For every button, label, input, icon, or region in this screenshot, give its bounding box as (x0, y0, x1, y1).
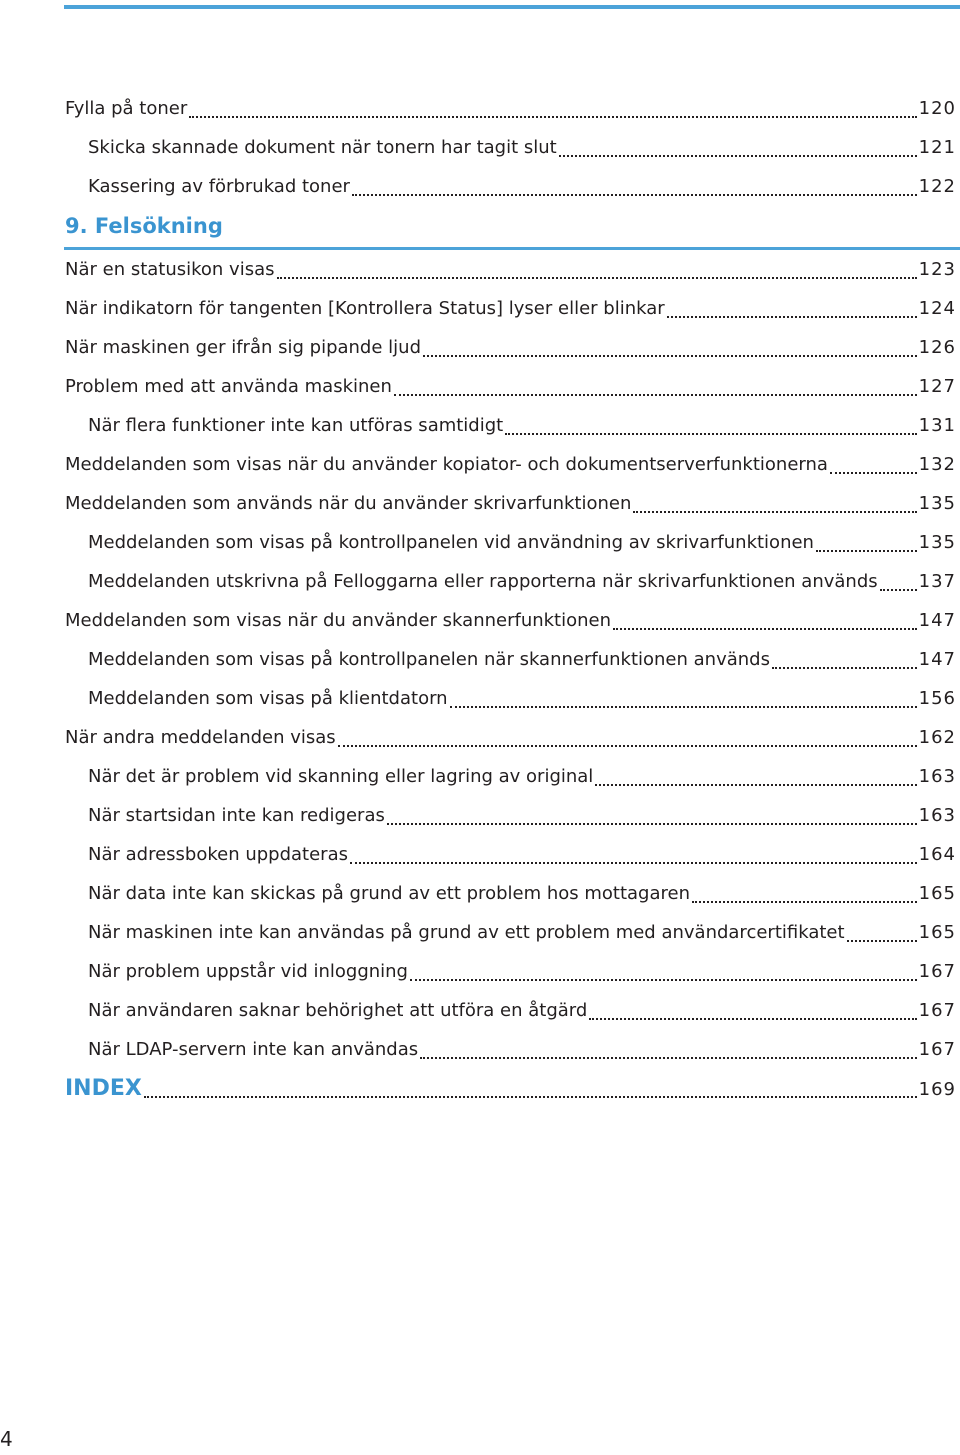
dot-leader (830, 445, 917, 484)
toc-entry[interactable] (0, 1030, 960, 1069)
toc-entry-title: Meddelanden utskrivna på Felloggarna eller rapporterna när skrivarfunktionen används (88, 571, 878, 592)
dot-leader (505, 406, 916, 445)
dot-leader (692, 874, 917, 913)
toc-entry-page: 167 (918, 961, 956, 982)
toc-entry-title: Meddelanden som visas på klientdatorn (88, 688, 448, 709)
toc-entry-page: 132 (918, 454, 956, 475)
dot-leader (613, 601, 917, 640)
toc-entry-page: 122 (918, 176, 956, 197)
toc-entry[interactable] (0, 328, 960, 367)
toc-section-after (0, 250, 960, 1069)
dot-leader (559, 128, 917, 167)
toc-entry-title: Skicka skannade dokument när tonern har tagit slut (88, 137, 557, 158)
dot-leader (589, 991, 916, 1030)
toc-entry-title: När andra meddelanden visas (65, 727, 336, 748)
toc-entry[interactable] (0, 367, 960, 406)
toc-entry-page: 164 (918, 844, 956, 865)
toc-entry[interactable] (0, 250, 960, 289)
table-of-contents (0, 89, 960, 1108)
toc-entry-index[interactable] (0, 1069, 960, 1108)
toc-entry-title: När flera funktioner inte kan utföras samtidigt (88, 415, 504, 436)
dot-leader (816, 523, 917, 562)
toc-entry[interactable] (0, 601, 960, 640)
toc-entry-title: Problem med att använda maskinen (65, 376, 392, 397)
dot-leader (189, 89, 916, 128)
toc-entry-page: 135 (918, 532, 956, 553)
toc-entry[interactable] (0, 445, 960, 484)
toc-entry-page: 162 (918, 727, 956, 748)
toc-entry-page: 163 (918, 805, 956, 826)
toc-entry-title: Meddelanden som visas på kontrollpanelen när skannerfunktionen används (88, 649, 770, 670)
toc-entry-title: När adressboken uppdateras (88, 844, 348, 865)
toc-entry[interactable] (0, 562, 960, 601)
toc-entry-title: När problem uppstår vid inloggning (88, 961, 408, 982)
toc-entry-title: När indikatorn för tangenten [Kontrollera Status] lyser eller blinkar (65, 298, 665, 319)
toc-entry[interactable] (0, 167, 960, 206)
toc-entry[interactable] (0, 679, 960, 718)
toc-entry-title: När LDAP-servern inte kan användas (88, 1039, 419, 1060)
toc-entry[interactable] (0, 89, 960, 128)
page-number: 4 (0, 1427, 13, 1451)
toc-entry-title: När en statusikon visas (65, 259, 275, 280)
toc-entry[interactable] (0, 874, 960, 913)
toc-entry-title: Meddelanden som används när du använder skrivarfunktionen (65, 493, 632, 514)
dot-leader (387, 796, 917, 835)
toc-entry-title: Meddelanden som visas när du använder kopiator- och dokumentserverfunktionerna (65, 454, 828, 475)
toc-entry-title: När användaren saknar behörighet att utföra en åtgärd (88, 1000, 588, 1021)
top-rule (64, 5, 960, 9)
dot-leader (410, 952, 917, 991)
toc-entry[interactable] (0, 913, 960, 952)
toc-entry-page: 120 (918, 98, 956, 119)
index-page: 169 (918, 1079, 956, 1100)
toc-entry-title: När startsidan inte kan redigeras (88, 805, 385, 826)
toc-entry-title: Meddelanden som visas när du använder skannerfunktionen (65, 610, 612, 631)
dot-leader (423, 328, 917, 367)
toc-entry-page: 137 (918, 571, 956, 592)
toc-section-before (0, 89, 960, 206)
toc-entry[interactable] (0, 952, 960, 991)
toc-entry-page: 165 (918, 922, 956, 943)
toc-entry-page: 147 (918, 649, 956, 670)
toc-entry[interactable] (0, 406, 960, 445)
toc-entry[interactable] (0, 757, 960, 796)
dot-leader (352, 167, 917, 206)
toc-entry-title: Kassering av förbrukad toner (88, 176, 350, 197)
toc-entry-page: 135 (918, 493, 956, 514)
dot-leader (772, 640, 917, 679)
dot-leader (595, 757, 916, 796)
dot-leader (880, 562, 917, 601)
dot-leader (847, 913, 917, 952)
toc-entry-title: När maskinen inte kan användas på grund av ett problem med användarcertifikatet (88, 922, 845, 943)
toc-entry-page: 131 (918, 415, 956, 436)
toc-entry[interactable] (0, 718, 960, 757)
toc-entry-page: 163 (918, 766, 956, 787)
toc-entry-page: 165 (918, 883, 956, 904)
toc-entry-title: När det är problem vid skanning eller lagring av original (88, 766, 594, 787)
index-title: INDEX (65, 1076, 142, 1101)
dot-leader (450, 679, 917, 718)
toc-entry-page: 121 (918, 137, 956, 158)
toc-entry-page: 167 (918, 1000, 956, 1021)
dot-leader (420, 1030, 916, 1069)
toc-entry-title: När maskinen ger ifrån sig pipande ljud (65, 337, 421, 358)
dot-leader (394, 367, 917, 406)
chapter-title: 9. Felsökning (65, 214, 223, 238)
toc-entry-page: 167 (918, 1039, 956, 1060)
toc-entry-page: 156 (918, 688, 956, 709)
toc-entry-page: 127 (918, 376, 956, 397)
toc-entry[interactable] (0, 796, 960, 835)
toc-entry[interactable] (0, 640, 960, 679)
dot-leader (277, 250, 917, 289)
toc-entry[interactable] (0, 991, 960, 1030)
toc-entry-page: 147 (918, 610, 956, 631)
toc-entry[interactable] (0, 289, 960, 328)
toc-entry-page: 123 (918, 259, 956, 280)
dot-leader (667, 289, 917, 328)
toc-entry-title: När data inte kan skickas på grund av ett problem hos mottagaren (88, 883, 690, 904)
toc-entry[interactable] (0, 523, 960, 562)
toc-entry[interactable] (0, 484, 960, 523)
dot-leader (144, 1069, 917, 1108)
dot-leader (633, 484, 916, 523)
toc-entry[interactable] (0, 835, 960, 874)
toc-entry-page: 124 (918, 298, 956, 319)
dot-leader (350, 835, 917, 874)
toc-entry-page: 126 (918, 337, 956, 358)
toc-entry-title: Meddelanden som visas på kontrollpanelen vid användning av skrivarfunktionen (88, 532, 814, 553)
chapter-heading[interactable] (0, 206, 960, 250)
dot-leader (338, 718, 917, 757)
toc-entry[interactable] (0, 128, 960, 167)
toc-entry-title: Fylla på toner (65, 98, 188, 119)
